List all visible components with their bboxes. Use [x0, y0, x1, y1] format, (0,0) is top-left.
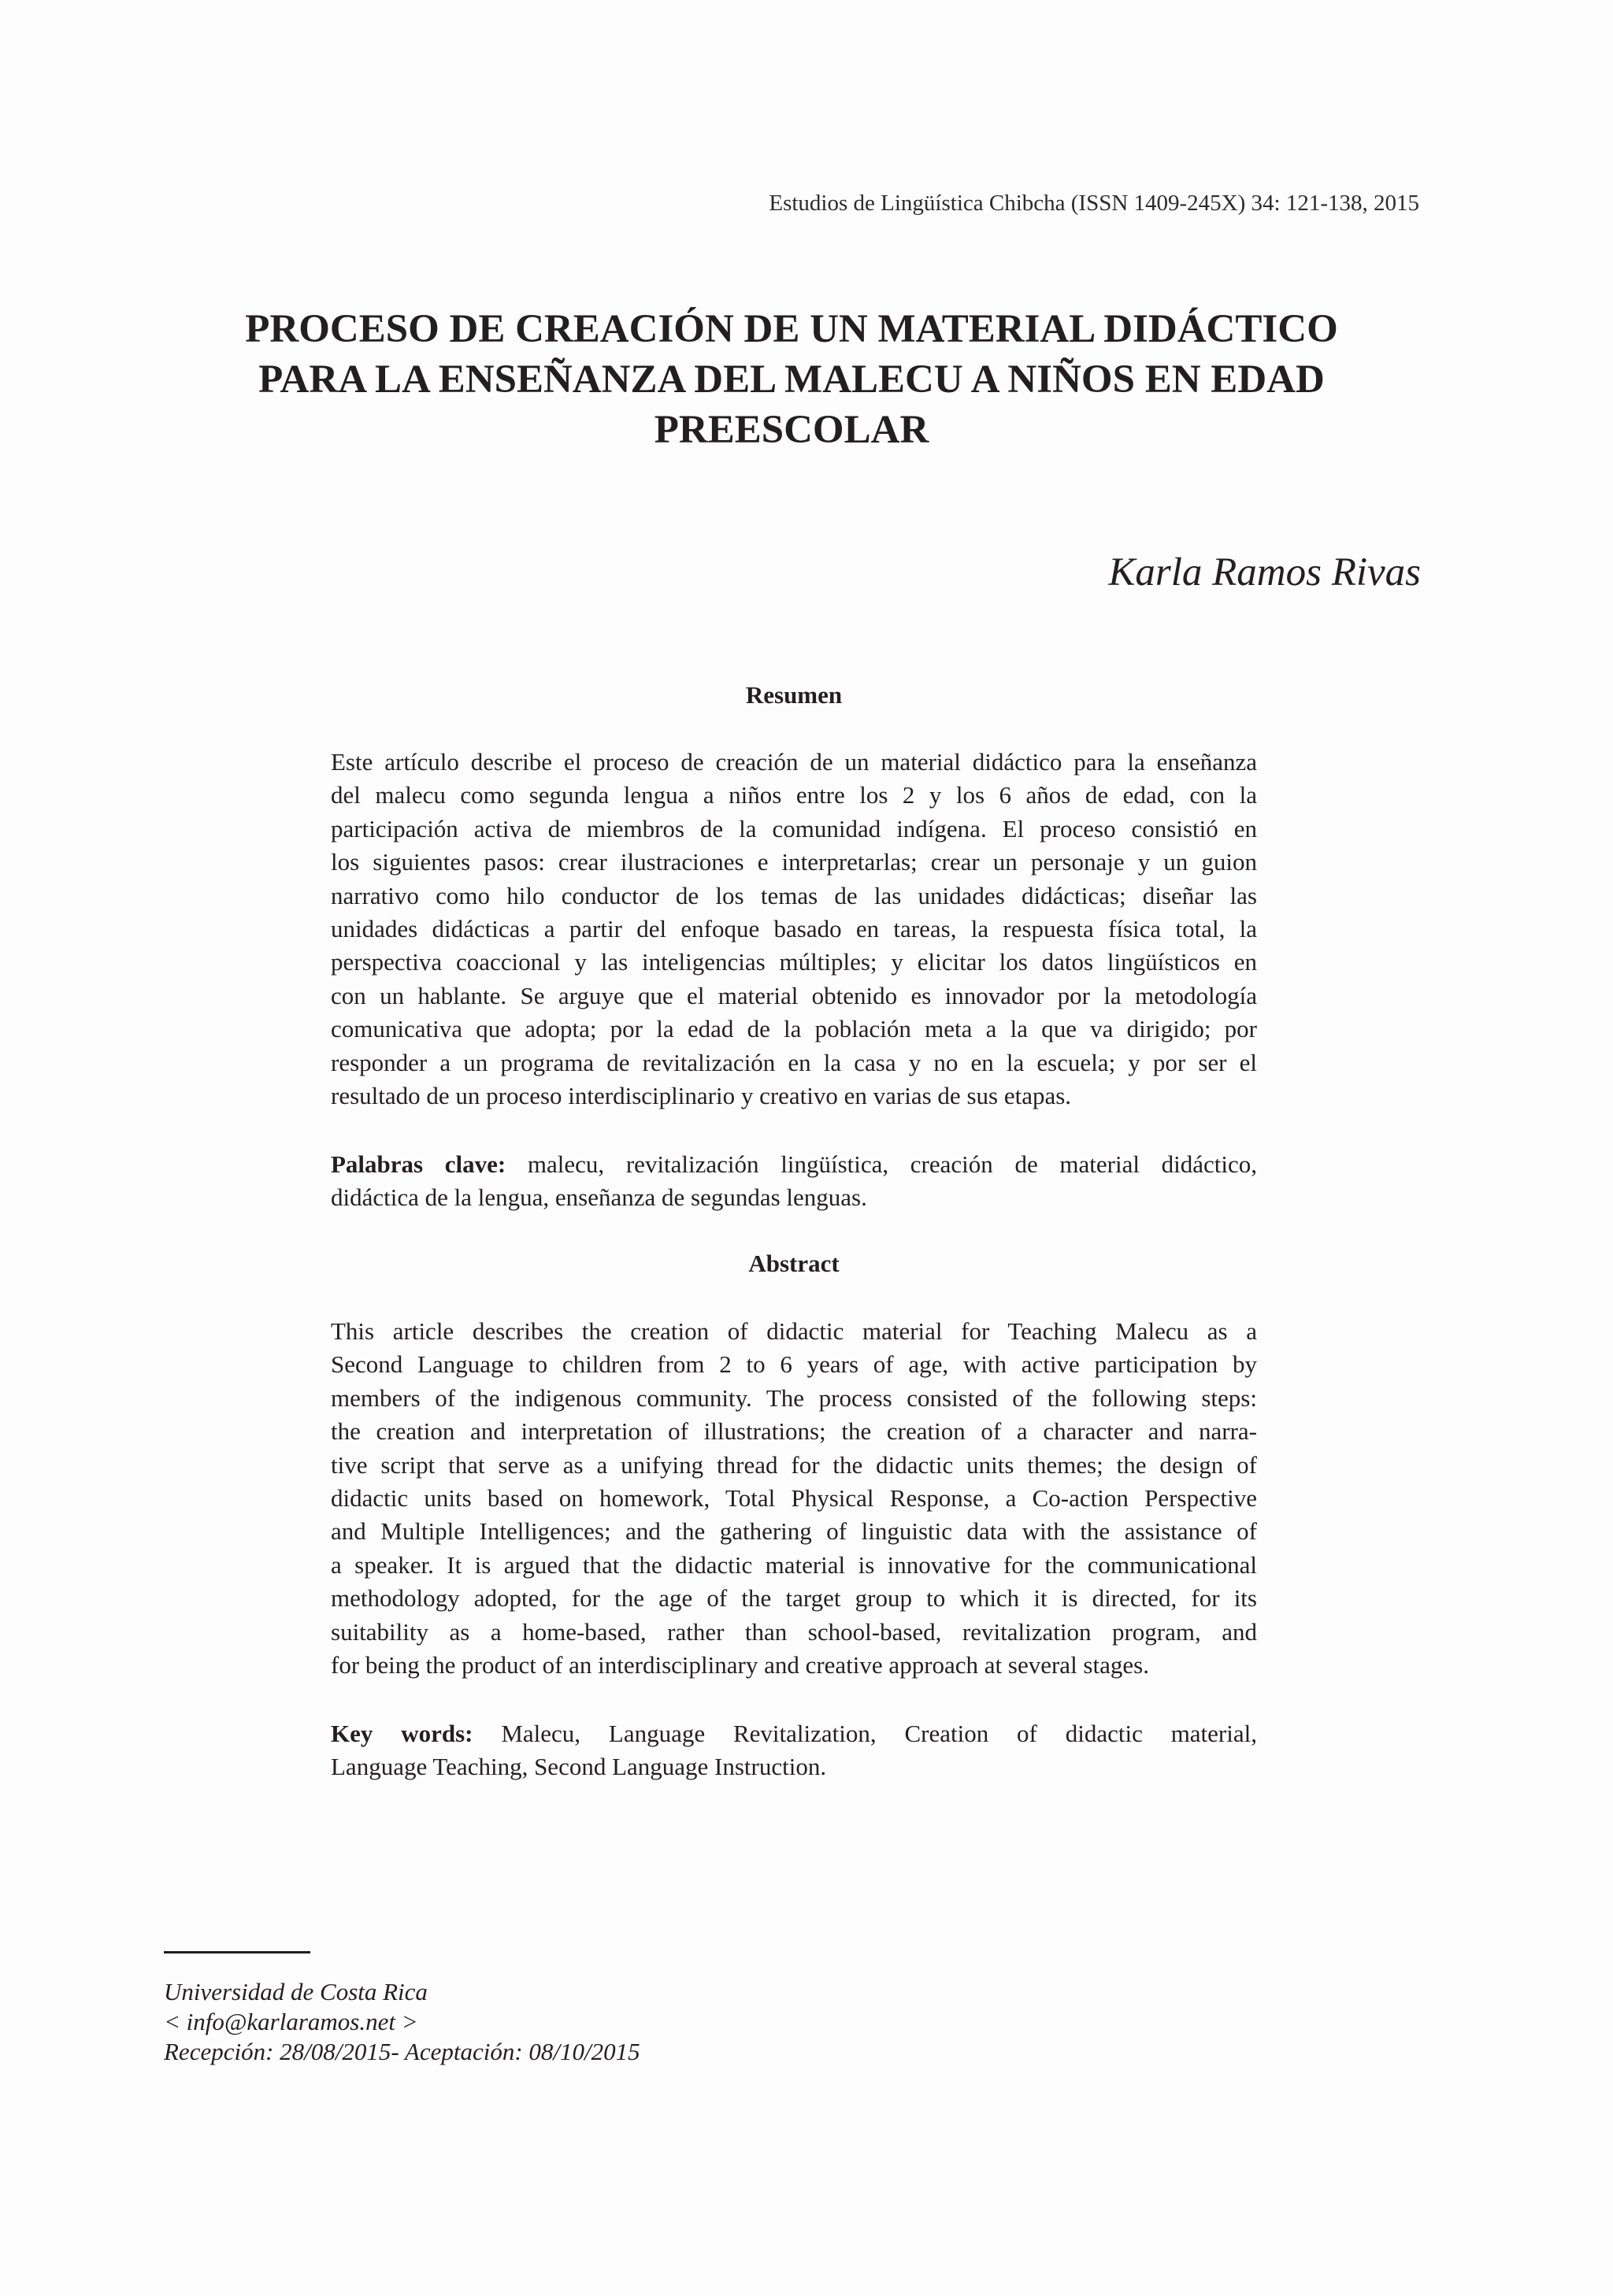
resumen-line: responder a un programa de revitalización en la casa y no en la escuela; y por ser el	[331, 1048, 1257, 1076]
key-words-text: Malecu, Language Revitalization, Creation of didactic material,	[473, 1720, 1257, 1747]
abstract-line: and Multiple Intelligences; and the gathering of linguistic data with the assistance of	[331, 1517, 1257, 1546]
abstract-body	[331, 1315, 1257, 1682]
abstract-line: suitability as a home-based, rather than school-based, revitalization program, and	[331, 1617, 1257, 1646]
key-words-paragraph	[331, 1717, 1257, 1784]
palabras-clave	[331, 1148, 1257, 1215]
resumen-line: comunicativa que adopta; por la edad de la población meta a la que va dirigido; por	[331, 1015, 1257, 1043]
article-title	[158, 304, 1426, 455]
resumen-line: del malecu como segunda lengua a niños entre los 2 y los 6 años de edad, con la	[331, 781, 1257, 809]
abstract-line: the creation and interpretation of illustrations; the creation of a character and narra-	[331, 1417, 1257, 1446]
abstract-line: a speaker. It is argued that the didactic material is innovative for the communicational	[331, 1550, 1257, 1579]
resumen-line: participación activa de miembros de la comunidad indígena. El proceso consistió en	[331, 814, 1257, 842]
abstract-line: This article describes the creation of didactic material for Teaching Malecu as a	[331, 1317, 1257, 1345]
footnote-affiliation: Universidad de Costa Rica	[164, 1978, 428, 2005]
resumen-line: Este artículo describe el proceso de creación de un material didáctico para la enseñanza	[331, 748, 1257, 776]
abstract-line: members of the indigenous community. The process consisted of the following steps:	[331, 1383, 1257, 1412]
resumen-section	[331, 679, 1257, 712]
abstract-heading: Abstract	[748, 1250, 840, 1277]
palabras-clave-paragraph	[331, 1148, 1257, 1215]
key-words	[331, 1717, 1257, 1784]
resumen-line: perspectiva coaccional y las inteligencias múltiples; y elicitar los datos lingüísticos en	[331, 948, 1257, 976]
resumen-line: resultado de un proceso interdisciplinario y creativo en varias de sus etapas.	[331, 1082, 1072, 1110]
key-words-line: Language Teaching, Second Language Instruction.	[331, 1753, 827, 1781]
palabras-clave-text: malecu, revitalización lingüística, creación de material didáctico,	[506, 1150, 1257, 1178]
title-line: PARA LA ENSEÑANZA DEL MALECU A NIÑOS EN EDAD	[258, 357, 1325, 402]
footnote-dates: Recepción: 28/08/2015- Aceptación: 08/10/2015	[164, 2038, 640, 2065]
title-line: PROCESO DE CREACIÓN DE UN MATERIAL DIDÁCTICO	[245, 307, 1338, 351]
abstract-line: methodology adopted, for the age of the target group to which it is directed, for its	[331, 1584, 1257, 1613]
key-words-line	[331, 1717, 1257, 1750]
abstract-line: for being the product of an interdisciplinary and creative approach at several stages.	[331, 1651, 1149, 1679]
abstract-line: didactic units based on homework, Total Physical Response, a Co-action Perspective	[331, 1484, 1257, 1513]
abstract-section	[331, 1247, 1257, 1280]
key-words-label: Key words:	[331, 1720, 473, 1747]
abstract-line: Second Language to children from 2 to 6 years of age, with active participation by	[331, 1350, 1257, 1379]
palabras-clave-line	[331, 1148, 1257, 1181]
footnote-divider	[164, 1951, 310, 1953]
journal-header: Estudios de Lingüística Chibcha (ISSN 1409-245X) 34: 121-138, 2015	[769, 191, 1419, 216]
palabras-clave-label: Palabras clave:	[331, 1150, 506, 1178]
resumen-line: con un hablante. Se arguye que el material obtenido es innovador por la metodología	[331, 981, 1257, 1009]
resumen-line: narrativo como hilo conductor de los temas de las unidades didácticas; diseñar las	[331, 881, 1257, 909]
abstract-line: tive script that serve as a unifying thread for the didactic units themes; the design of	[331, 1450, 1257, 1479]
resumen-paragraph	[331, 746, 1257, 1113]
footnote-email: < info@karlaramos.net >	[164, 2008, 418, 2035]
resumen-line: los siguientes pasos: crear ilustraciones e interpretarlas; crear un personaje y un guion	[331, 848, 1257, 876]
palabras-clave-line: didáctica de la lengua, enseñanza de segundas lenguas.	[331, 1183, 867, 1212]
footnote	[164, 1977, 640, 2067]
author-name: Karla Ramos Rivas	[1108, 550, 1421, 594]
abstract-paragraph	[331, 1315, 1257, 1682]
title-line: PREESCOLAR	[654, 408, 929, 452]
resumen-heading: Resumen	[745, 681, 843, 709]
resumen-body	[331, 746, 1257, 1113]
resumen-line: unidades didácticas a partir del enfoque basado en tareas, la respuesta física total, la	[331, 915, 1257, 943]
